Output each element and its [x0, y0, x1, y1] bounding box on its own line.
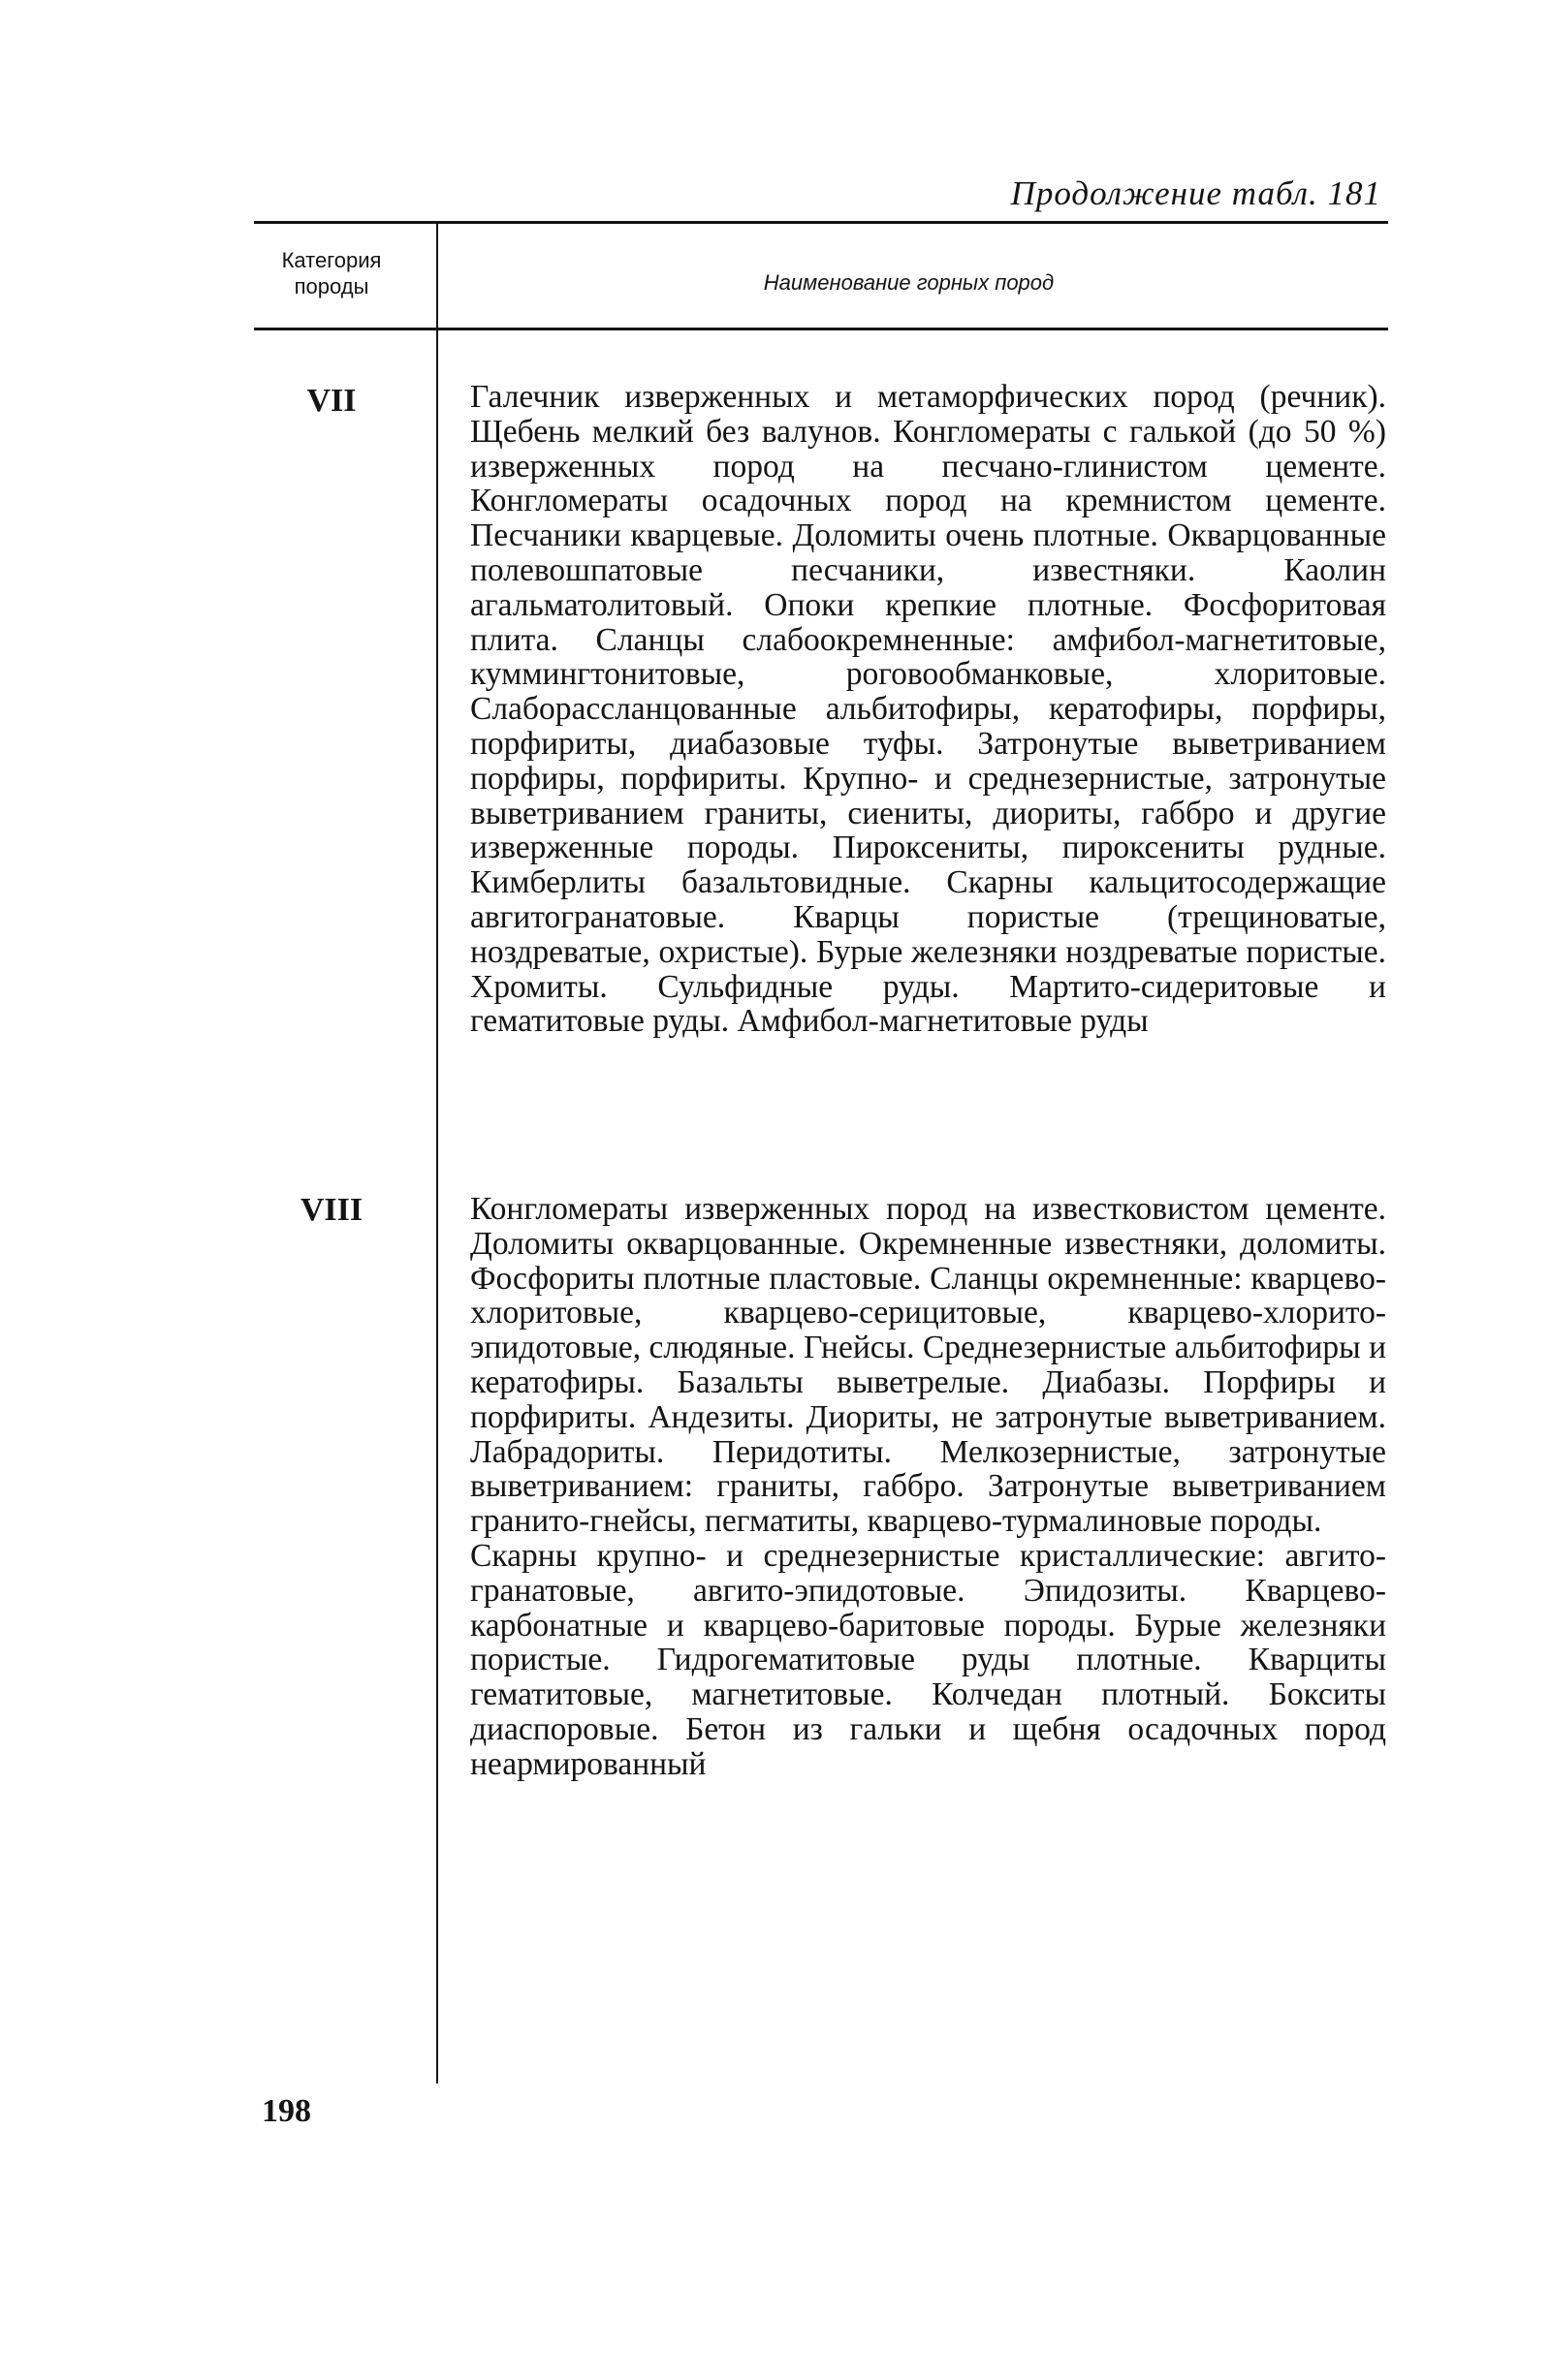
row-description-vii	[470, 380, 1386, 1039]
header-category: Категория породы	[281, 248, 382, 298]
table-header-rule	[254, 328, 1388, 330]
row-viii-paragraph-1: Конгломераты изверженных пород на известковистом цементе. Доломиты окварцованные. Окремненные известняки, доломиты. Фосфориты плотные пластовые. Сланцы окремненные: кварцево-хлоритовые, кварцево-серицитовые, кварцево-хлорито-эпидотовые, слюдяные. Гнейсы. Среднезернистые альбитофиры и кератофиры. Базальты выветрелые. Диабазы. Порфиры и порфириты. Андезиты. Диориты, не затронутые выветриванием. Лабрадориты. Перидотиты. Мелкозернистые, затронутые выветриванием: граниты, габбро. Затронутые выветриванием гранито-гнейсы, пегматиты, кварцево-турмалиновые породы.	[470, 1191, 1386, 1540]
table-column-divider	[436, 221, 438, 2083]
row-description-viii	[470, 1192, 1386, 1782]
row-viii-paragraph-2: Скарны крупно- и среднезернистые кристаллические: авгито-гранатовые, авгито-эпидотовые. Эпидозиты. Кварцево-карбонатные и кварцево-баритовые породы. Бурые железняки пористые. Гидрогематитовые руды плотные. Кварциты гематитовые, магнетитовые. Колчедан плотный. Бокситы диаспоровые. Бетон из гальки и щебня осадочных пород неармированный	[470, 1537, 1386, 1782]
row-category-vii: VII	[306, 383, 357, 419]
page-number: 198	[262, 2093, 311, 2129]
row-vii-paragraph: Галечник изверженных и метаморфических пород (речник). Щебень мелкий без валунов. Конгломераты с галькой (до 50 %) изверженных пород на песчано-глинистом цементе. Конгломераты осадочных пород на кремнистом цементе. Песчаники кварцевые. Доломиты очень плотные. Окварцованные полевошпатовые песчаники, известняки. Каолин агальматолитовый. Опоки крепкие плотные. Фосфоритовая плита. Сланцы слабоокремненные: амфибол-магнетитовые, куммингтонитовые, роговообманковые, хлоритовые. Слаборассланцованные альбитофиры, кератофиры, порфиры, порфириты, диабазовые туфы. Затронутые выветриванием порфиры, порфириты. Крупно- и среднезернистые, затронутые выветриванием граниты, сиениты, диориты, габбро и другие изверженные породы. Пироксениты, пироксениты рудные. Кимберлиты базальтовидные. Скарны кальцитосодержащие авгитогранатовые. Кварцы пористые (трещиноватые, ноздреватые, охристые). Бурые железняки ноздреватые пористые. Хромиты. Сульфидные руды. Мартито-сидеритовые и гематитовые руды. Амфибол-магнетитовые руды	[470, 379, 1386, 1040]
row-category-viii: VIII	[300, 1192, 364, 1228]
table-top-rule	[254, 221, 1388, 224]
table-continuation-label: Продолжение табл. 181	[1010, 174, 1381, 212]
header-rock-names: Наименование горных пород	[763, 270, 1055, 295]
